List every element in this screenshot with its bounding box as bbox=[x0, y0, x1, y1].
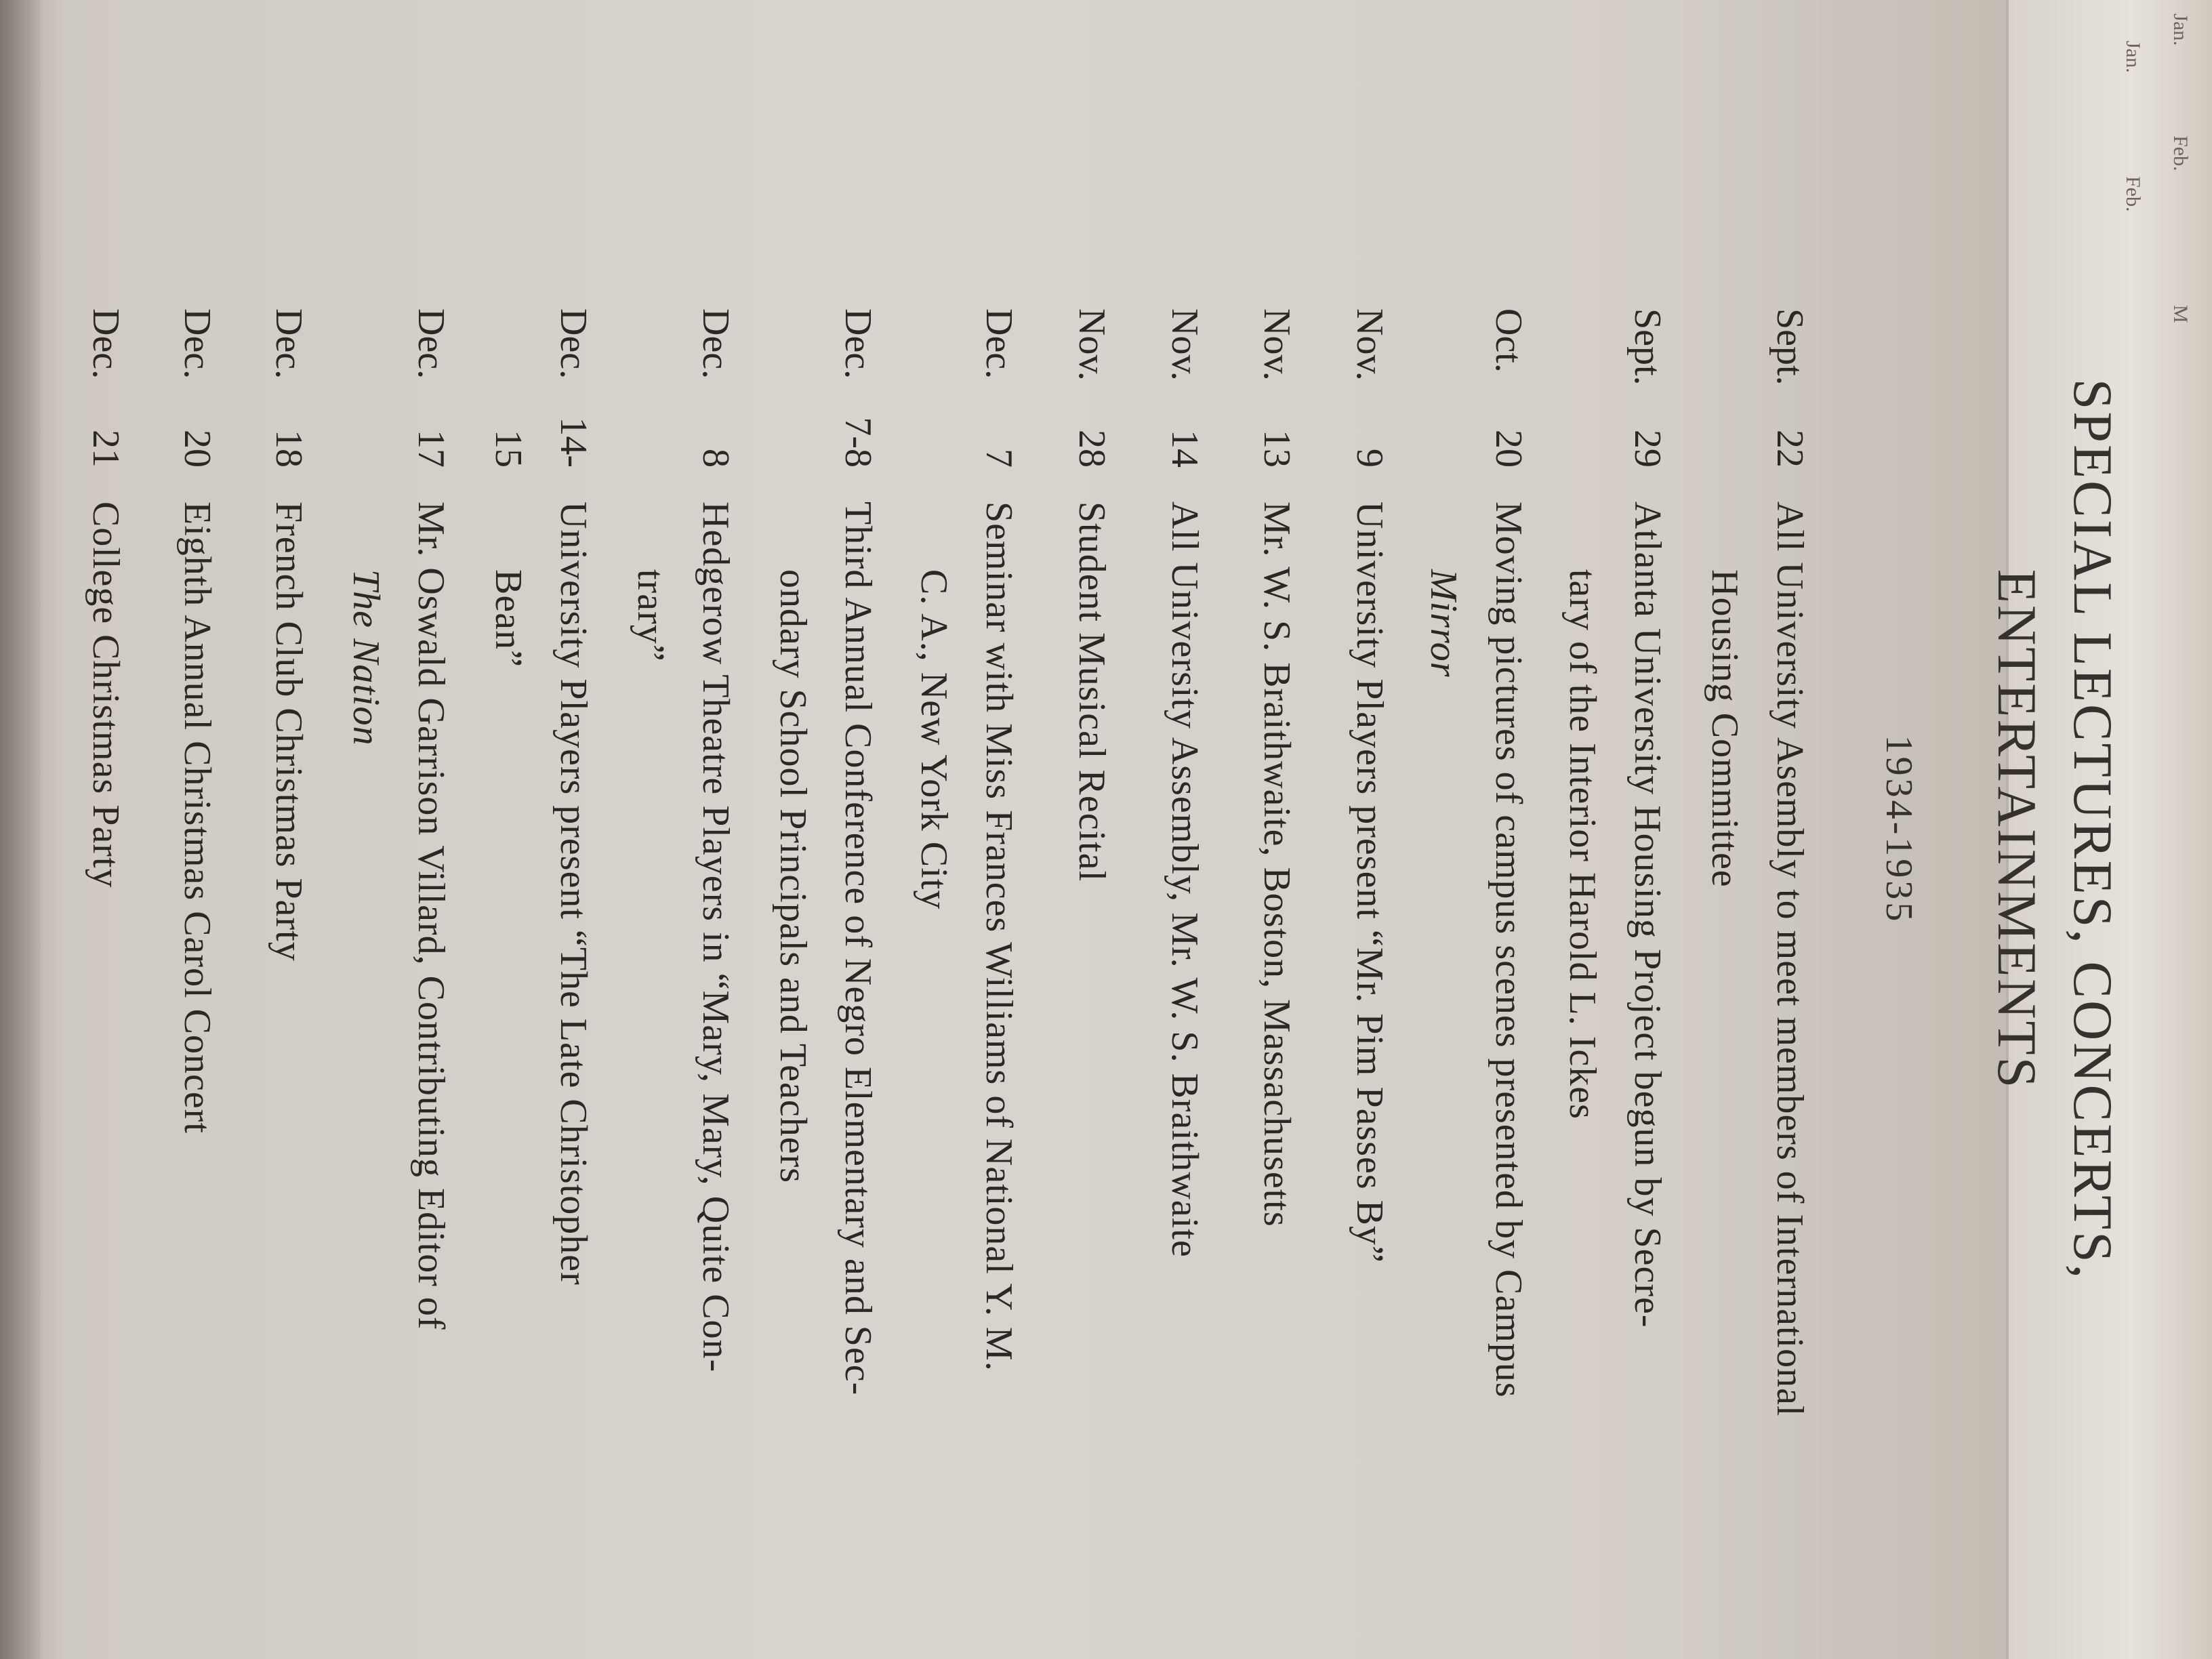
event-description bbox=[476, 501, 606, 1640]
event-line-1: Seminar with Miss Frances Williams of National Y. M. bbox=[978, 501, 1020, 1372]
event-description bbox=[1337, 501, 1402, 1640]
page-title bbox=[1979, 0, 2131, 1659]
event-month: Dec. bbox=[410, 308, 452, 380]
event-description bbox=[165, 501, 230, 1640]
event-line-1: College Christmas Party bbox=[85, 501, 127, 888]
event-month: Nov. bbox=[1349, 308, 1391, 381]
next-page-fragment: Jan. bbox=[2122, 41, 2144, 73]
title-line-2: ENTERTAINMENTS bbox=[1986, 569, 2048, 1090]
event-day: 20 bbox=[1488, 430, 1530, 468]
event-month: Nov. bbox=[1256, 308, 1298, 381]
publication-title: The Nation bbox=[345, 569, 387, 746]
event-description bbox=[333, 501, 464, 1640]
event-day: 9 bbox=[1349, 449, 1391, 468]
event-line-1: Third Annual Conference of Negro Elementary and Sec- bbox=[837, 501, 879, 1396]
event-day: 13 bbox=[1256, 430, 1298, 468]
event-line-1: All University Asembly to meet members of International bbox=[1769, 501, 1811, 1417]
event-day: 18 bbox=[268, 430, 310, 468]
title-line-1: SPECIAL LECTURES, CONCERTS, bbox=[2062, 378, 2124, 1281]
event-day: 21 bbox=[85, 430, 127, 468]
event-day: 7-8 bbox=[837, 417, 879, 468]
event-description bbox=[618, 501, 748, 1640]
event-line-2 bbox=[333, 501, 398, 1640]
event-day: 22 bbox=[1769, 430, 1811, 468]
event-line-2: Bean” bbox=[487, 569, 529, 668]
event-day: 17 bbox=[410, 430, 452, 468]
event-description bbox=[256, 501, 321, 1640]
next-page-fragment: Feb. bbox=[2169, 136, 2192, 171]
event-day: 7 bbox=[978, 449, 1020, 468]
event-line-2: C. A., New York City bbox=[913, 569, 955, 910]
event-description bbox=[1411, 501, 1541, 1640]
event-description bbox=[901, 501, 1031, 1640]
event-day: 14 bbox=[1164, 430, 1206, 468]
event-line-2: trary” bbox=[630, 569, 672, 662]
event-line-2: tary of the Interior Harold L. Ickes bbox=[1561, 569, 1603, 1120]
event-month: Dec. bbox=[552, 308, 594, 380]
event-line-1: Atlanta University Housing Project begun by Secre- bbox=[1626, 501, 1668, 1328]
event-day: 28 bbox=[1071, 430, 1113, 468]
event-line-1: Mr. Oswald Garrison Villard, Contributing Editor of bbox=[410, 501, 452, 1330]
event-day: 8 bbox=[695, 449, 737, 468]
publication-title: Mirror bbox=[1422, 569, 1465, 678]
event-line-1: Moving pictures of campus scenes presented by Campus bbox=[1488, 501, 1530, 1398]
event-day: 20 bbox=[176, 430, 218, 468]
event-description bbox=[73, 501, 138, 1640]
event-month: Dec. bbox=[176, 308, 218, 380]
event-description bbox=[1550, 501, 1680, 1640]
event-line-1: All University Assembly, Mr. W. S. Braithwaite bbox=[1164, 501, 1206, 1258]
next-page-fragment: M bbox=[2169, 305, 2192, 323]
event-line-1: Hedgerow Theatre Players in “Mary, Mary, Quite Con- bbox=[695, 501, 737, 1373]
event-description bbox=[1152, 501, 1217, 1640]
event-day: 29 bbox=[1626, 430, 1668, 468]
event-line-1: University Players present “Mr. Pim Passes By” bbox=[1349, 501, 1391, 1263]
event-month: Oct. bbox=[1488, 308, 1530, 373]
event-month: Dec. bbox=[837, 308, 879, 380]
event-line-2: ondary School Principals and Teachers bbox=[772, 569, 814, 1184]
event-line-1: Mr. W. S. Braithwaite, Boston, Massachusetts bbox=[1256, 501, 1298, 1227]
event-day: 14-15 bbox=[487, 417, 594, 468]
event-description bbox=[1059, 501, 1124, 1640]
event-line-2 bbox=[1411, 501, 1476, 1640]
event-line-1: University Players present “The Late Christopher bbox=[552, 501, 594, 1286]
event-line-1: Student Musical Recital bbox=[1071, 501, 1113, 882]
next-page-fragment: Jan. bbox=[2169, 14, 2192, 46]
event-month: Sept. bbox=[1626, 308, 1668, 386]
event-line-2: Housing Committee bbox=[1704, 569, 1746, 888]
event-description bbox=[760, 501, 890, 1640]
event-month: Dec. bbox=[268, 308, 310, 380]
event-month: Dec. bbox=[695, 308, 737, 380]
event-month: Sept. bbox=[1769, 308, 1811, 386]
event-description bbox=[1244, 501, 1309, 1640]
event-month: Nov. bbox=[1164, 308, 1206, 381]
next-page-fragment: Feb. bbox=[2122, 176, 2144, 212]
event-month: Dec. bbox=[978, 308, 1020, 380]
event-description bbox=[1692, 501, 1822, 1640]
event-line-1: French Club Christmas Party bbox=[268, 501, 310, 962]
event-line-1: Eighth Annual Christmas Carol Concert bbox=[176, 501, 218, 1134]
academic-year: 1934-1935 bbox=[1878, 735, 1920, 924]
event-month: Nov. bbox=[1071, 308, 1113, 381]
event-month: Dec. bbox=[85, 308, 127, 380]
